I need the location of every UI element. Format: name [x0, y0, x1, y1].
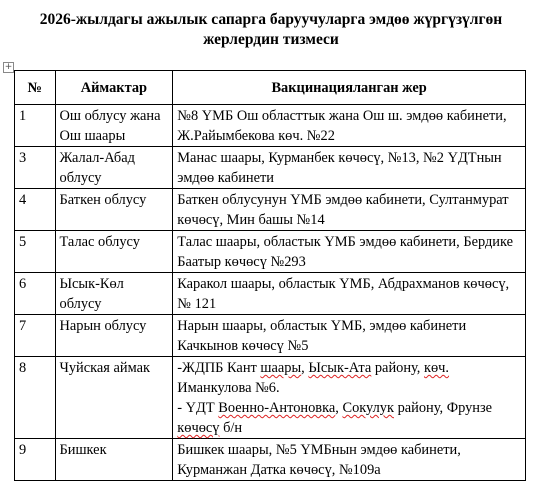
place-text: району, Фрунзе: [393, 400, 493, 416]
row-place: Баткен облусунун ҮМБ эмдөө кабинети, Султанмурат көчөсү, Мин башы №14: [173, 189, 526, 231]
row-region: Ысык-Көл облусу: [55, 273, 173, 315]
spellcheck-word: шаары: [260, 360, 302, 376]
table-row: [15, 439, 526, 481]
row-place: [173, 357, 526, 439]
place-text: - ҮДТ: [177, 400, 219, 416]
row-place: Бишкек шаары, №5 ҮМБнын эмдөө кабинети, Курманжан Датка көчөсү, №109а: [173, 439, 526, 481]
table-row: [15, 273, 526, 315]
row-region: Талас облусу: [55, 231, 173, 273]
row-place: Талас шаары, областык ҮМБ эмдөө кабинети, Бердике Баатыр көчөсү №293: [173, 231, 526, 273]
header-place: Вакцинацияланган жер: [173, 71, 526, 105]
table-row: [15, 147, 526, 189]
spellcheck-word: Ысык-Ата: [308, 360, 372, 376]
row-number: 9: [15, 439, 56, 481]
table-row: [15, 105, 526, 147]
title-line-1: 2026-жылдагы ажылык сапарга баруучуларга эмдөө жүргүзүлгөн: [39, 11, 503, 28]
place-text: -ЖДПБ Кант: [177, 360, 261, 376]
row-number: 6: [15, 273, 56, 315]
row-place: Каракол шаары, областык ҮМБ, Абдрахманов көчөсү, № 121: [173, 273, 526, 315]
table-move-handle-icon[interactable]: +: [4, 62, 13, 72]
header-number: №: [15, 71, 56, 105]
row-number: 3: [15, 147, 56, 189]
table-row: [15, 357, 526, 439]
table-row: [15, 315, 526, 357]
row-region: Нарын облусу: [55, 315, 173, 357]
row-region: Ош облусу жана Ош шаары: [55, 105, 173, 147]
table-row: [15, 189, 526, 231]
title-line-2: жерлердин тизмеси: [203, 31, 339, 48]
row-place: Нарын шаары, областык ҮМБ, эмдөө кабинети Качкынов көчөсү №5: [173, 315, 526, 357]
row-number: 1: [15, 105, 56, 147]
table-row: [15, 231, 526, 273]
place-text: ,: [301, 360, 309, 376]
place-text: району,: [371, 360, 424, 376]
table-header-row: [15, 71, 526, 105]
place-text: б/н: [219, 420, 243, 436]
row-number: 8: [15, 357, 56, 439]
document-title: [0, 10, 542, 50]
place-line-b: [177, 398, 521, 438]
row-place: №8 ҮМБ Ош областтык жана Ош ш. эмдөө кабинети, Ж.Райымбекова көч. №22: [173, 105, 526, 147]
spellcheck-word: Сокулук: [342, 400, 394, 416]
row-region: Баткен облусу: [55, 189, 173, 231]
header-region: Аймактар: [55, 71, 173, 105]
row-region: Жалал-Абад облусу: [55, 147, 173, 189]
spellcheck-word: көчөсү: [177, 420, 220, 436]
row-number: 5: [15, 231, 56, 273]
vaccination-table: [14, 70, 526, 481]
row-region: Бишкек: [55, 439, 173, 481]
row-place: Манас шаары, Курманбек көчөсү, №13, №2 ҮДТнын эмдөө кабинети: [173, 147, 526, 189]
spellcheck-word: көч.: [424, 360, 450, 376]
spellcheck-word: Военно-Антоновка: [218, 400, 336, 416]
place-text: Иманкулова №6.: [177, 380, 280, 396]
row-number: 7: [15, 315, 56, 357]
place-line-a: [177, 358, 521, 398]
place-text: ,: [335, 400, 343, 416]
row-region: Чуйская аймак: [55, 357, 173, 439]
row-number: 4: [15, 189, 56, 231]
